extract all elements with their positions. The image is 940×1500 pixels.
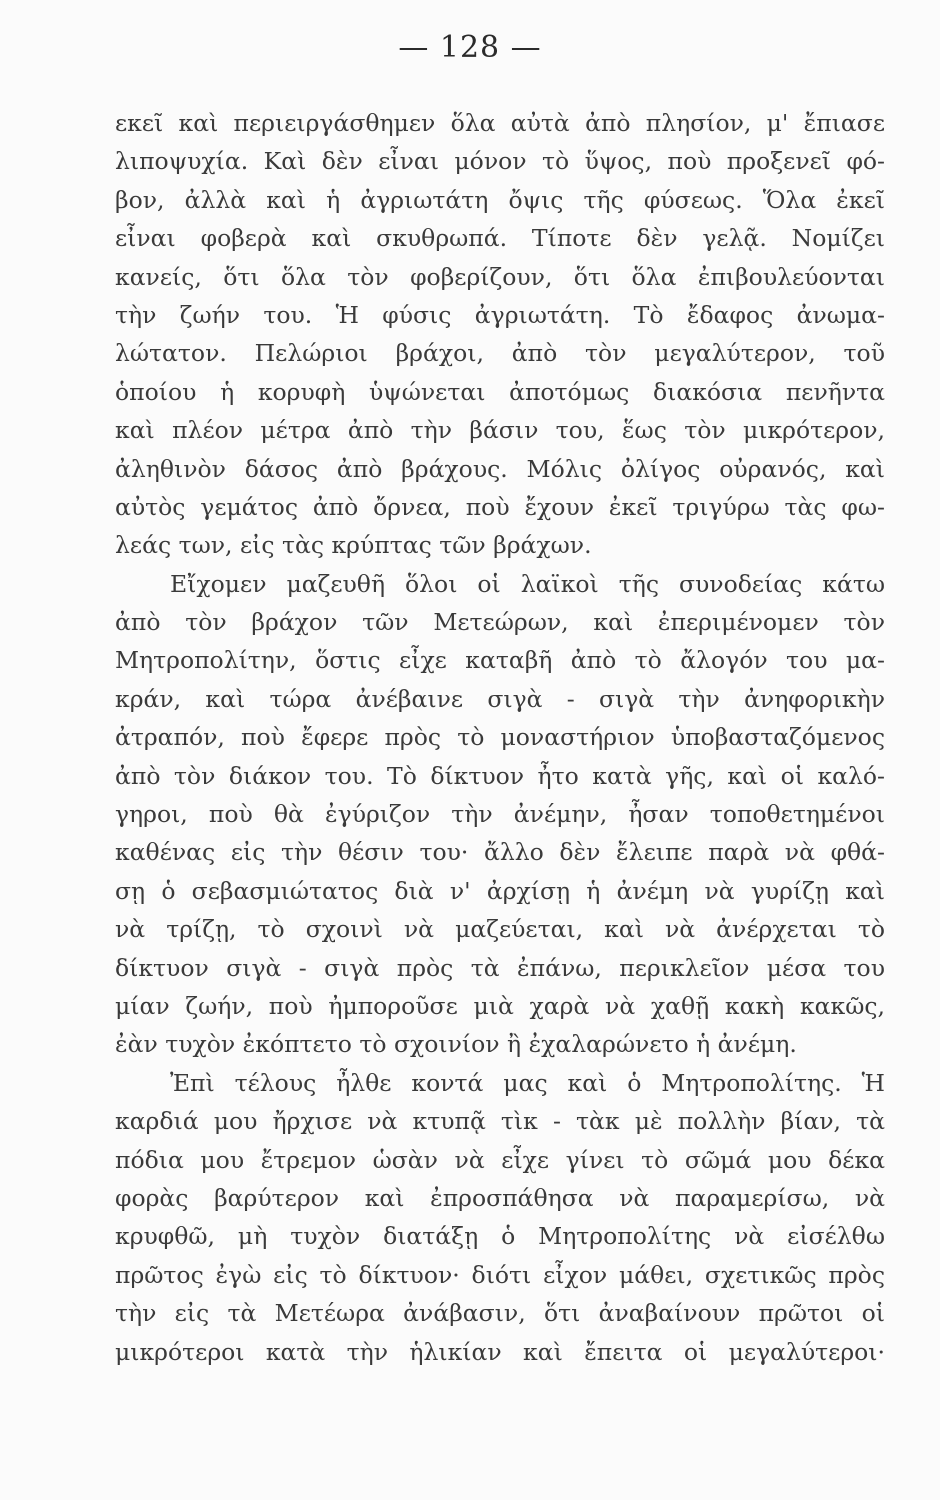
text-line: νὰ τρίζῃ, τὸ σχοινὶ νὰ μαζεύεται, καὶ νὰ ἀνέρχεται τὸ [115, 915, 885, 944]
text-line: ἐὰν τυχὸν ἐκόπτετο τὸ σχοινίον ἢ ἐχαλαρώνετο ἡ ἀνέμη. [115, 1030, 797, 1059]
body-text [115, 104, 885, 1371]
text-line: μίαν ζωήν, ποὺ ἠμποροῦσε μιὰ χαρὰ νὰ χαθῇ κακὴ κακῶς, [115, 991, 885, 1020]
text-line: αὐτὸς γεμάτος ἀπὸ ὄρνεα, ποὺ ἔχουν ἐκεῖ τριγύρω τὰς φω- [115, 492, 885, 521]
paragraph-3 [115, 1064, 885, 1371]
text-line: δίκτυον σιγὰ - σιγὰ πρὸς τὰ ἐπάνω, περικλεῖον μέσα του [115, 953, 885, 982]
text-line: βον, ἀλλὰ καὶ ἡ ἀγριωτάτη ὄψις τῆς φύσεως. Ὅλα ἐκεῖ [115, 185, 885, 214]
text-line: εἶναι φοβερὰ καὶ σκυθρωπά. Τίποτε δὲν γελᾷ. Νομίζει [115, 224, 885, 253]
text-line: κρυφθῶ, μὴ τυχὸν διατάξῃ ὁ Μητροπολίτης νὰ εἰσέλθω [115, 1222, 885, 1251]
text-line: καθένας εἰς τὴν θέσιν του· ἄλλο δὲν ἔλειπε παρὰ νὰ φθά- [115, 838, 885, 867]
text-line: μικρότεροι κατὰ τὴν ἡλικίαν καὶ ἔπειτα οἱ μεγαλύτεροι· [115, 1337, 885, 1366]
text-line: κανείς, ὅτι ὅλα τὸν φοβερίζουν, ὅτι ὅλα ἐπιβουλεύονται [115, 262, 885, 291]
text-line: καὶ πλέον μέτρα ἀπὸ τὴν βάσιν του, ἕως τὸν μικρότερον, [115, 416, 885, 445]
text-line: φορὰς βαρύτερον καὶ ἐπροσπάθησα νὰ παραμερίσω, νὰ [115, 1183, 885, 1212]
text-line: σῃ ὁ σεβασμιώτατος διὰ ν' ἀρχίσῃ ἡ ἀνέμη νὰ γυρίζῃ καὶ [115, 876, 885, 905]
text-line: Εἴχομεν μαζευθῆ ὅλοι οἱ λαϊκοὶ τῆς συνοδείας κάτω [170, 569, 885, 598]
text-line: λεάς των, εἰς τὰς κρύπτας τῶν βράχων. [115, 531, 592, 560]
text-line: λιποψυχία. Καὶ δὲν εἶναι μόνον τὸ ὕψος, ποὺ προξενεῖ φό- [115, 147, 885, 176]
text-line: πρῶτος ἐγὼ εἰς τὸ δίκτυον· διότι εἶχον μάθει, σχετικῶς πρὸς [115, 1260, 885, 1289]
text-line: εκεῖ καὶ περιειργάσθημεν ὅλα αὐτὰ ἀπὸ πλησίον, μ' ἔπιασε [115, 109, 885, 137]
text-line: ἀπὸ τὸν βράχον τῶν Μετεώρων, καὶ ἐπεριμένομεν τὸν [115, 608, 885, 637]
text-line: ἀτραπόν, ποὺ ἔφερε πρὸς τὸ μοναστήριον ὑποβασταζόμενος [115, 723, 885, 752]
text-line: ἀπὸ τὸν διάκον του. Τὸ δίκτυον ἦτο κατὰ γῆς, καὶ οἱ καλό- [115, 761, 885, 790]
text-line: γηροι, ποὺ θὰ ἐγύριζον τὴν ἀνέμην, ἦσαν τοποθετημένοι [115, 800, 885, 829]
text-line: Μητροπολίτην, ὅστις εἶχε καταβῆ ἀπὸ τὸ ἄλογόν του μα- [115, 646, 885, 675]
text-line: ὁποίου ἡ κορυφὴ ὑψώνεται ἀποτόμως διακόσια πενῆντα [115, 377, 885, 406]
text-line: Ἐπὶ τέλους ἦλθε κοντά μας καὶ ὁ Μητροπολίτης. Ἡ [170, 1068, 885, 1097]
page-number: — 128 — [398, 30, 542, 65]
text-line: λώτατον. Πελώριοι βράχοι, ἀπὸ τὸν μεγαλύτερον, τοῦ [115, 339, 885, 368]
text-line: ἀληθινὸν δάσος ἀπὸ βράχους. Μόλις ὀλίγος οὐρανός, καὶ [115, 454, 885, 483]
text-line: τὴν ζωήν του. Ἡ φύσις ἀγριωτάτη. Τὸ ἔδαφος ἀνωμα- [115, 300, 885, 329]
text-line: καρδιά μου ἤρχισε νὰ κτυπᾷ τὶκ - τὰκ μὲ πολλὴν βίαν, τὰ [115, 1107, 885, 1136]
paragraph-1 [115, 104, 885, 565]
text-line: πόδια μου ἔτρεμον ὡσὰν νὰ εἶχε γίνει τὸ σῶμά μου δέκα [115, 1145, 885, 1174]
text-line: τὴν εἰς τὰ Μετέωρα ἀνάβασιν, ὅτι ἀναβαίνουν πρῶτοι οἱ [115, 1299, 885, 1328]
paragraph-2 [115, 565, 885, 1064]
text-line: κράν, καὶ τώρα ἀνέβαινε σιγὰ - σιγὰ τὴν ἀνηφορικὴν [115, 684, 885, 713]
